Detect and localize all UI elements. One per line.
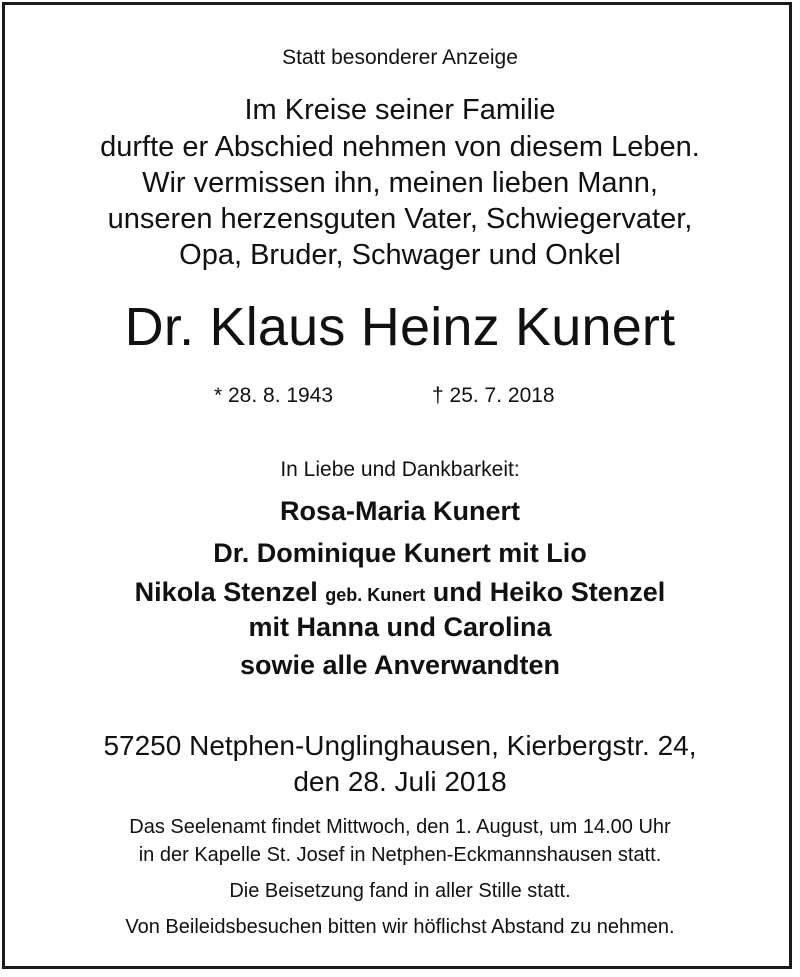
intro-line-2: durfte er Abschied nehmen von diesem Leben.: [100, 131, 700, 163]
note-line-4: Von Beileidsbesuchen bitten wir höflichst Abstand zu nehmen.: [125, 916, 675, 938]
mourner-line-5: sowie alle Anverwandten: [239, 650, 561, 680]
mourner-line-3: [0, 577, 800, 608]
intro-line-4: unseren herzensguten Vater, Schwiegervater,: [107, 203, 693, 235]
maiden-name: geb. Kunert: [325, 585, 426, 605]
address: 57250 Netphen-Unglinghausen, Kierbergstr. 24,: [103, 730, 697, 761]
death-date: † 25. 7. 2018: [432, 384, 555, 407]
mourner-line-4: mit Hanna und Carolina: [248, 612, 552, 642]
deceased-name: Dr. Klaus Heinz Kunert: [124, 297, 676, 357]
birth-date: * 28. 8. 1943: [214, 384, 334, 407]
dedication: In Liebe und Dankbarkeit:: [280, 458, 520, 481]
mourner-line-2: Dr. Dominique Kunert mit Lio: [213, 538, 587, 568]
intro-line-1: Im Kreise seiner Familie: [244, 94, 556, 126]
intro-line-3: Wir vermissen ihn, meinen lieben Mann,: [142, 167, 658, 199]
note-line-3: Die Beisetzung fand in aller Stille statt.: [229, 880, 571, 902]
note-line-2: in der Kapelle St. Josef in Netphen-Eckmannshausen statt.: [138, 844, 662, 866]
date-line: den 28. Juli 2018: [293, 766, 507, 797]
mourner-name-a: Nikola Stenzel: [134, 577, 318, 607]
header-text: Statt besonderer Anzeige: [282, 46, 518, 69]
mourner-name-b: und Heiko Stenzel: [432, 577, 666, 607]
mourner-line-1: Rosa-Maria Kunert: [279, 496, 521, 526]
intro-line-5: Opa, Bruder, Schwager und Onkel: [179, 239, 621, 271]
note-line-1: Das Seelenamt findet Mittwoch, den 1. August, um 14.00 Uhr: [129, 816, 671, 838]
life-dates: [0, 384, 800, 414]
